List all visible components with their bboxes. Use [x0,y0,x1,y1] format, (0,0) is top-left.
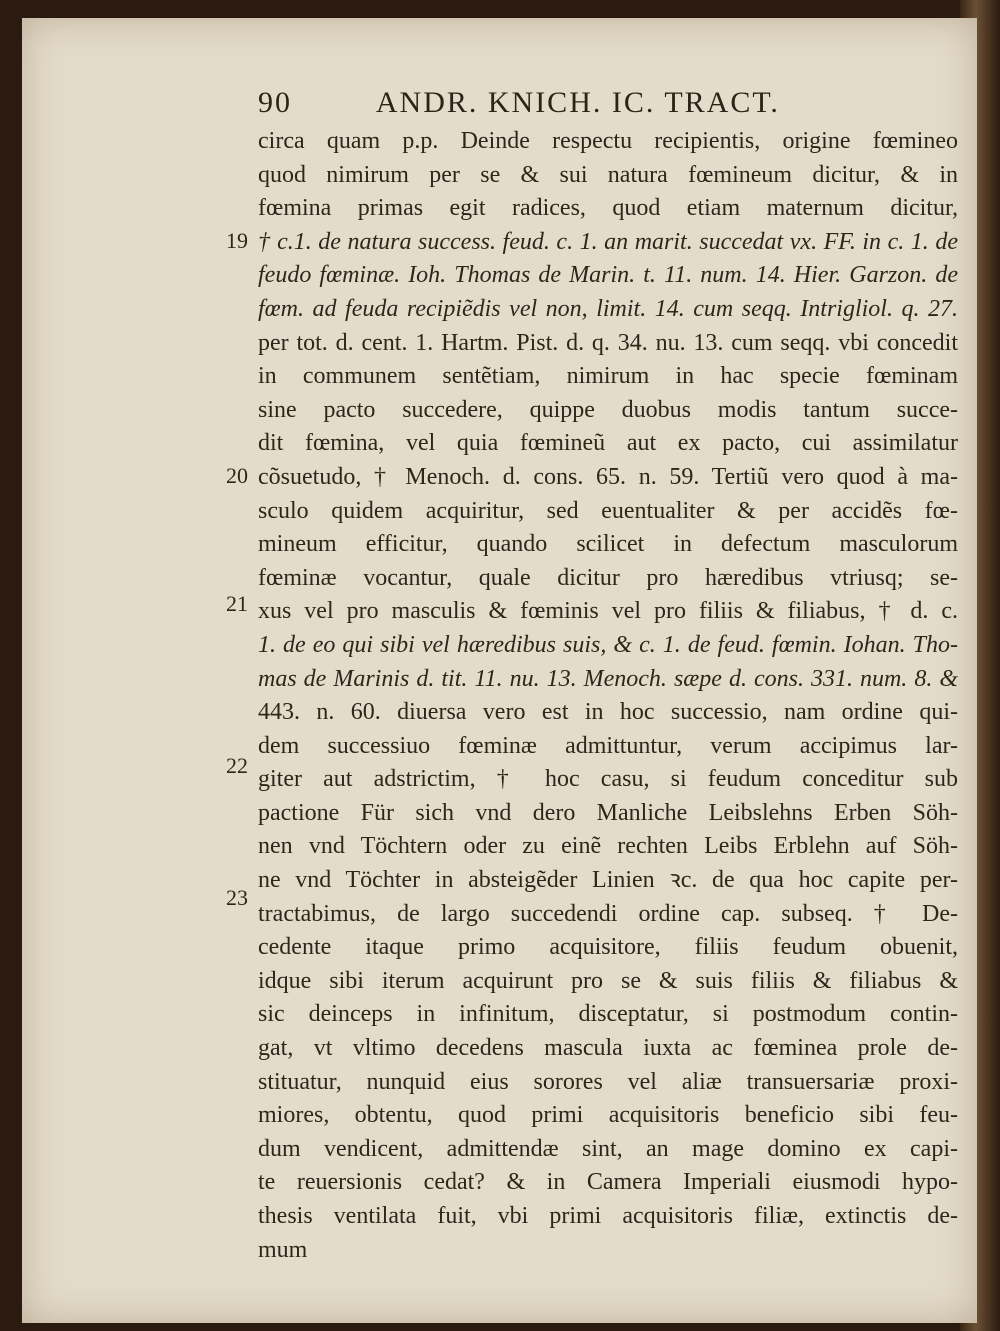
text-line: quod nimirum per se & sui natura fœmineum dicitur, & in [258,161,958,188]
text-line: te reuersionis cedat? & in Camera Imperiali eiusmodi hypo- [258,1169,958,1196]
page-number: 90 [258,86,292,119]
margin-number: 21 [226,591,248,616]
text-line: sculo quidem acquiritur, sed euentualiter & per accidẽs fœ- [258,497,958,524]
running-header [258,86,958,120]
text-line: † c.1. de natura success. feud. c. 1. an marit. succedat vx. FF. in c. 1. de [258,228,958,255]
text-line: giter aut adstrictim, † hoc casu, si feudum conceditur sub [258,766,958,793]
text-line: pactione Für sich vnd dero Manliche Leibslehns Erben Söh- [258,799,958,826]
text-line: dum vendicent, admittendæ sint, an mage domino ex capi- [258,1135,958,1162]
text-line: circa quam p.p. Deinde respectu recipientis, origine fœmineo [258,128,958,154]
text-line: idque sibi iterum acquirunt pro se & suis filiis & filiabus & [258,967,958,994]
margin-number: 20 [226,463,248,488]
text-line: cõsuetudo, † Menoch. d. cons. 65. n. 59. Tertiũ vero quod à ma- [258,463,958,490]
text-line: sic deinceps in infinitum, disceptatur, si postmodum contin- [258,1001,958,1028]
text-line: thesis ventilata fuit, vbi primi acquisitoris filiæ, extinctis de- [258,1203,958,1229]
text-line: xus vel pro masculis & fœminis vel pro filiis & filiabus, † d. c. [258,598,958,625]
text-line: 443. n. 60. diuersa vero est in hoc successio, nam ordine qui- [258,699,958,726]
margin-number: 23 [226,885,248,910]
text-line: nen vnd Töchtern oder zu einẽ rechten Leibs Erblehn auf Söh- [258,833,958,860]
text-line: 1. de eo qui sibi vel hæredibus suis, & c. 1. de feud. fœmin. Iohan. Tho- [258,631,958,658]
text-line: fœminæ vocantur, quale dicitur pro hæredibus vtriusq; se- [258,564,958,591]
text-line: per tot. d. cent. 1. Hartm. Pist. d. q. 34. nu. 13. cum seqq. vbi concedit [258,329,958,356]
text-line: mineum efficitur, quando scilicet in defectum masculorum [258,531,958,558]
text-line: miores, obtentu, quod primi acquisitoris beneficio sibi feu- [258,1102,958,1129]
catchword: mum [258,1236,308,1263]
text-line: dit fœmina, vel quia fœmineũ aut ex pacto, cui assimilatur [258,430,958,457]
text-line: fœmina primas egit radices, quod etiam maternum dicitur, [258,195,958,222]
text-line: stituatur, nunquid eius sorores vel aliæ transuersariæ proxi- [258,1068,958,1095]
text-line: dem successiuo fœminæ admittuntur, verum accipimus lar- [258,732,958,759]
text-line: ne vnd Töchter in absteigẽder Linien ꝛc. de qua hoc capite per- [258,867,958,894]
margin-number: 19 [226,228,248,253]
text-line: feudo fœminæ. Ioh. Thomas de Marin. t. 11. num. 14. Hier. Garzon. de [258,262,958,289]
margin-number: 22 [226,753,248,778]
text-line: in communem sentẽtiam, nimirum in hac specie fœminam [258,363,958,390]
text-line: sine pacto succedere, quippe duobus modis tantum succe- [258,396,958,423]
text-line: gat, vt vltimo decedens mascula iuxta ac fœminea prole de- [258,1035,958,1062]
body-text [258,125,958,1267]
text-line: tractabimus, de largo succedendi ordine cap. subseq. † De- [258,900,958,927]
text-line: cedente itaque primo acquisitore, filiis feudum obuenit, [258,934,958,961]
text-line: mas de Marinis d. tit. 11. nu. 13. Menoch. sæpe d. cons. 331. num. 8. & [258,665,958,692]
running-title: ANDR. KNICH. IC. TRACT. [375,86,780,119]
text-line: fœm. ad feuda recipiẽdis vel non, limit. 14. cum seqq. Intrigliol. q. 27. [258,295,958,322]
